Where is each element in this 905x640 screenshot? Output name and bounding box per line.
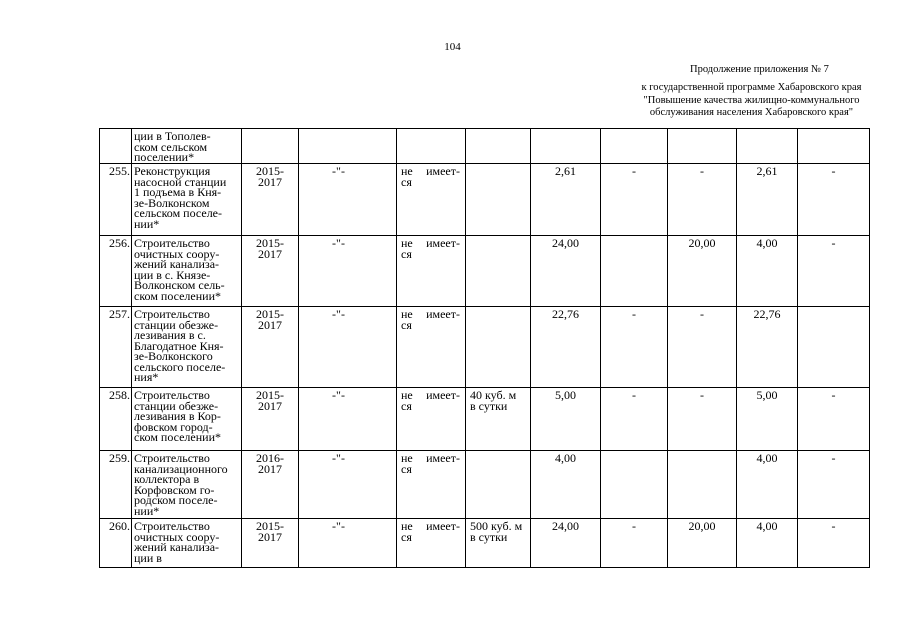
value-col-2 xyxy=(668,307,737,388)
capacity-line: ся xyxy=(401,174,412,189)
program-table xyxy=(99,128,870,568)
row-number xyxy=(100,164,132,236)
value-text: 4,00 xyxy=(756,236,778,250)
years-line: 2017 xyxy=(258,461,282,476)
value-text: - xyxy=(831,388,836,402)
total-value xyxy=(531,307,601,388)
object-name-line: ции в Тополев- xyxy=(134,129,211,143)
object-name-line: Строительство xyxy=(134,519,210,533)
appendix-continuation: Продолжение приложения № 7 xyxy=(690,64,829,75)
capacity-volume xyxy=(466,388,531,451)
object-name-line: ском сельском xyxy=(134,139,208,154)
total-value-text: 24,00 xyxy=(552,519,579,533)
capacity-line: не имеет- xyxy=(401,164,460,178)
row-number xyxy=(100,236,132,307)
object-name-line: родском поселе- xyxy=(134,493,218,507)
capacity-line: не имеет- xyxy=(401,519,460,533)
object-name-line: канализационного xyxy=(134,461,228,476)
value-text: - xyxy=(831,519,836,533)
object-name-line: сельском поселе- xyxy=(134,206,223,220)
table-row xyxy=(100,307,870,388)
capacity-line: не имеет- xyxy=(401,388,460,402)
value-col-2 xyxy=(668,129,737,164)
value-text: 5,00 xyxy=(756,388,778,402)
capacity-line: ся xyxy=(401,398,412,413)
capacity-volume xyxy=(466,236,531,307)
value-text: - xyxy=(700,164,704,178)
value-col-3 xyxy=(737,129,798,164)
years-line: 2017 xyxy=(258,317,282,332)
object-name-line: ции в с. Князе- xyxy=(134,267,211,282)
total-value-text: 24,00 xyxy=(552,236,579,250)
appendix-line: "Повышение качества жилищно-коммунального xyxy=(643,94,860,106)
object-name-line: ции в xyxy=(134,550,162,565)
row-number xyxy=(100,129,132,164)
total-value xyxy=(531,164,601,236)
total-value-text: 2,61 xyxy=(555,164,576,178)
years xyxy=(242,519,299,568)
value-col-3 xyxy=(737,307,798,388)
object-name-line: ском поселении* xyxy=(134,430,222,444)
years-line: 2015- xyxy=(256,519,284,533)
years xyxy=(242,307,299,388)
object-name-line: лезивания в Кор- xyxy=(134,409,221,423)
object-name-line: станции обезже- xyxy=(134,398,219,413)
years xyxy=(242,451,299,519)
funding-source-text: -"- xyxy=(332,388,345,402)
object-name-line: 1 подъема в Кня- xyxy=(134,185,222,199)
object-name xyxy=(132,236,242,307)
funding-source xyxy=(299,519,397,568)
object-name-line: Волконском сель- xyxy=(134,278,225,292)
capacity-line: не имеет- xyxy=(401,307,460,321)
years xyxy=(242,164,299,236)
page-number: 104 xyxy=(444,41,461,53)
capacity-line: не имеет- xyxy=(401,236,460,250)
row-number-text: 257. xyxy=(109,307,130,321)
object-name-line: ском поселении* xyxy=(134,288,222,303)
object-name-line: Строительство xyxy=(134,388,210,402)
object-name-line: очистных соору- xyxy=(134,529,220,544)
value-col-3 xyxy=(737,451,798,519)
funding-source xyxy=(299,164,397,236)
value-text: 22,76 xyxy=(753,307,781,321)
total-value xyxy=(531,388,601,451)
years-line: 2017 xyxy=(258,174,282,189)
row-number-text: 255. xyxy=(109,164,130,178)
row-number xyxy=(100,388,132,451)
object-name-line: лезивания в с. xyxy=(134,328,206,342)
years-line: 2015- xyxy=(256,388,284,402)
object-name-line: Благодатное Кня- xyxy=(134,338,224,353)
object-name-line: жений канализа- xyxy=(134,540,220,554)
object-name xyxy=(132,129,242,164)
object-name-line: сельского поселе- xyxy=(134,359,226,374)
funding-source xyxy=(299,129,397,164)
total-value xyxy=(531,519,601,568)
funding-source-text: -"- xyxy=(332,519,345,533)
object-name-line: жений канализа- xyxy=(134,257,220,271)
total-value xyxy=(531,451,601,519)
object-name-line: Корфовском го- xyxy=(134,482,215,497)
value-col-1 xyxy=(601,164,668,236)
object-name-line: поселении* xyxy=(134,150,195,164)
table-row xyxy=(100,519,870,568)
years xyxy=(242,129,299,164)
funding-source xyxy=(299,236,397,307)
funding-source-text: -"- xyxy=(332,164,345,178)
object-name-line: насосной станции xyxy=(134,174,227,189)
value-col-1 xyxy=(601,519,668,568)
value-text: 2,61 xyxy=(756,164,778,178)
appendix-subtitle xyxy=(620,82,883,120)
capacity-line: ся xyxy=(401,317,412,332)
capacity-line: ся xyxy=(401,529,412,544)
appendix-line: обслуживания населения Хабаровского края" xyxy=(649,107,854,118)
funding-source-text: -"- xyxy=(332,451,345,465)
value-col-4 xyxy=(798,307,870,388)
value-col-4 xyxy=(798,164,870,236)
capacity xyxy=(397,519,466,568)
value-col-4 xyxy=(798,451,870,519)
value-col-4 xyxy=(798,236,870,307)
funding-source-text: -"- xyxy=(332,236,345,250)
row-number xyxy=(100,451,132,519)
table-row-carry-over xyxy=(100,129,870,164)
object-name-line: очистных соору- xyxy=(134,246,220,261)
capacity xyxy=(397,388,466,451)
value-col-2 xyxy=(668,164,737,236)
table-row xyxy=(100,451,870,519)
capacity xyxy=(397,451,466,519)
value-col-2 xyxy=(668,519,737,568)
table-row xyxy=(100,388,870,451)
value-col-3 xyxy=(737,164,798,236)
value-col-3 xyxy=(737,236,798,307)
row-number-text: 259. xyxy=(109,451,130,465)
capacity-volume xyxy=(466,307,531,388)
funding-source xyxy=(299,451,397,519)
capacity-volume-line: в сутки xyxy=(470,529,508,544)
value-col-3 xyxy=(737,388,798,451)
capacity-line: ся xyxy=(401,246,412,261)
capacity-volume xyxy=(466,164,531,236)
capacity xyxy=(397,307,466,388)
value-col-2 xyxy=(668,451,737,519)
row-number-text: 258. xyxy=(109,388,130,402)
years-line: 2015- xyxy=(256,236,284,250)
value-text: - xyxy=(632,388,636,402)
value-col-1 xyxy=(601,307,668,388)
years-line: 2015- xyxy=(256,307,284,321)
total-value-text: 22,76 xyxy=(552,307,579,321)
value-col-4 xyxy=(798,129,870,164)
value-col-3 xyxy=(737,519,798,568)
capacity-volume-line: в сутки xyxy=(470,398,508,413)
row-number xyxy=(100,307,132,388)
object-name xyxy=(132,451,242,519)
capacity-volume-line: 40 куб. м xyxy=(470,388,517,402)
value-text: - xyxy=(831,451,836,465)
capacity xyxy=(397,164,466,236)
capacity-volume xyxy=(466,519,531,568)
value-text: - xyxy=(700,307,704,321)
row-number-text: 256. xyxy=(109,236,130,250)
object-name xyxy=(132,388,242,451)
value-col-1 xyxy=(601,388,668,451)
object-name xyxy=(132,164,242,236)
object-name-line: Строительство xyxy=(134,236,210,250)
value-text: - xyxy=(632,307,636,321)
capacity xyxy=(397,236,466,307)
value-text: - xyxy=(632,519,636,533)
total-value xyxy=(531,129,601,164)
value-text: 20,00 xyxy=(688,236,716,250)
object-name-line: зе-Волконского xyxy=(134,349,213,363)
object-name-line: коллектора в xyxy=(134,472,200,486)
total-value-text: 4,00 xyxy=(555,451,576,465)
years-line: 2016- xyxy=(256,451,284,465)
years-line: 2017 xyxy=(258,529,282,544)
object-name-line: нии* xyxy=(134,503,160,518)
value-text: - xyxy=(831,164,836,178)
object-name-line: Строительство xyxy=(134,451,210,465)
value-col-2 xyxy=(668,236,737,307)
years-line: 2017 xyxy=(258,246,282,261)
value-text: 20,00 xyxy=(688,519,716,533)
value-col-4 xyxy=(798,388,870,451)
value-text: - xyxy=(700,388,704,402)
value-text: - xyxy=(831,236,836,250)
years xyxy=(242,236,299,307)
years-line: 2017 xyxy=(258,398,282,413)
object-name-line: нии* xyxy=(134,216,160,231)
funding-source-text: -"- xyxy=(332,307,345,321)
funding-source xyxy=(299,388,397,451)
value-col-4 xyxy=(798,519,870,568)
capacity-volume xyxy=(466,129,531,164)
years-line: 2015- xyxy=(256,164,284,178)
value-text: - xyxy=(632,164,636,178)
funding-source xyxy=(299,307,397,388)
value-text: 4,00 xyxy=(756,519,778,533)
row-number xyxy=(100,519,132,568)
capacity-volume xyxy=(466,451,531,519)
table-row xyxy=(100,164,870,236)
value-col-2 xyxy=(668,388,737,451)
row-number-text: 260. xyxy=(109,519,130,533)
object-name-line: станции обезже- xyxy=(134,317,219,332)
years xyxy=(242,388,299,451)
value-text: 4,00 xyxy=(756,451,778,465)
total-value-text: 5,00 xyxy=(555,388,576,402)
object-name-line: фовском город- xyxy=(134,419,213,434)
total-value xyxy=(531,236,601,307)
object-name-line: Строительство xyxy=(134,307,210,321)
value-col-1 xyxy=(601,451,668,519)
object-name-line: зе-Волконском xyxy=(134,195,210,210)
object-name xyxy=(132,307,242,388)
capacity-line: ся xyxy=(401,461,412,476)
table-row xyxy=(100,236,870,307)
value-col-1 xyxy=(601,236,668,307)
capacity-volume-line: 500 куб. м xyxy=(470,519,523,533)
object-name-line: Реконструкция xyxy=(134,164,211,178)
value-col-1 xyxy=(601,129,668,164)
capacity-line: не имеет- xyxy=(401,451,460,465)
object-name-line: ния* xyxy=(134,370,159,384)
appendix-line: к государственной программе Хабаровского края xyxy=(641,82,862,93)
object-name xyxy=(132,519,242,568)
capacity xyxy=(397,129,466,164)
